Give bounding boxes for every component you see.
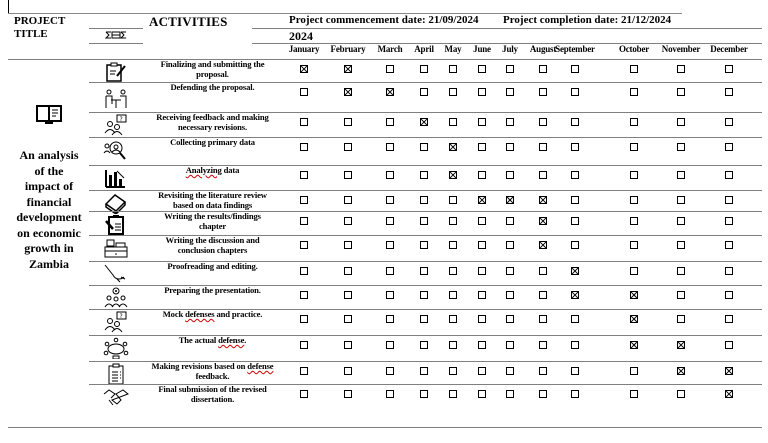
activity-row (0, 82, 768, 112)
project-title-line: development (16, 210, 82, 224)
people-question-icon (103, 114, 129, 136)
month-header-july: July (502, 44, 518, 54)
clipboard-edit-icon (103, 213, 129, 235)
activity-label-line2: conclusion chapters (177, 244, 248, 255)
svg-text:?: ? (119, 116, 123, 123)
checkbox-february[interactable] (344, 390, 352, 398)
checkbox-october[interactable] (630, 315, 638, 323)
checkbox-february[interactable] (344, 291, 352, 299)
month-header-january: January (288, 44, 320, 54)
checkbox-april[interactable] (420, 88, 428, 96)
checkbox-december[interactable] (725, 65, 733, 73)
checkbox-august[interactable] (539, 390, 547, 398)
checkbox-may[interactable] (449, 291, 457, 299)
checkbox-december[interactable] (725, 341, 733, 349)
checkbox-february[interactable] (344, 367, 352, 375)
activity-label (145, 166, 280, 176)
checkbox-august[interactable] (539, 291, 547, 299)
checkbox-april[interactable] (420, 367, 428, 375)
checkbox-april[interactable] (420, 143, 428, 151)
activity-row (0, 165, 768, 190)
checkbox-january[interactable] (300, 118, 308, 126)
checklist-icon (103, 363, 129, 385)
activity-label-line2: chapter (198, 220, 227, 231)
activity-label-line2: dissertation. (190, 393, 235, 404)
checkbox-august[interactable] (539, 217, 547, 225)
activity-row (0, 211, 768, 235)
checkbox-march[interactable] (386, 241, 394, 249)
activity-label-line1: Making revisions based on defense (151, 361, 274, 371)
checkbox-september[interactable] (571, 390, 579, 398)
checkbox-march[interactable] (386, 171, 394, 179)
project-title-line: Zambia (28, 256, 69, 271)
checkbox-september[interactable] (571, 118, 579, 126)
checkbox-july[interactable] (506, 118, 514, 126)
activity-label-line1: Analyzing data (185, 165, 240, 175)
checkbox-november[interactable] (677, 341, 685, 349)
checkbox-december[interactable] (725, 118, 733, 126)
month-header-september: September (555, 44, 595, 54)
activity-row (0, 285, 768, 309)
checkbox-june[interactable] (478, 291, 486, 299)
checkbox-september[interactable] (571, 267, 579, 275)
checkbox-july[interactable] (506, 390, 514, 398)
checkbox-april[interactable] (420, 267, 428, 275)
checkbox-august[interactable] (539, 118, 547, 126)
checkbox-october[interactable] (630, 217, 638, 225)
checkbox-december[interactable] (725, 143, 733, 151)
checkbox-september[interactable] (571, 143, 579, 151)
checkbox-april[interactable] (420, 171, 428, 179)
commencement-date: Project commencement date: 21/09/2024 (289, 14, 479, 26)
activities-heading: ACTIVITIES (149, 14, 228, 29)
checkbox-november[interactable] (677, 118, 685, 126)
checkbox-august[interactable] (539, 367, 547, 375)
checkbox-june[interactable] (478, 341, 486, 349)
checkbox-september[interactable] (571, 241, 579, 249)
checkbox-august[interactable] (539, 315, 547, 323)
checkbox-august[interactable] (539, 65, 547, 73)
checkbox-july[interactable] (506, 291, 514, 299)
checkbox-march[interactable] (386, 143, 394, 151)
activity-label-line1: Receiving feedback and making (156, 112, 269, 122)
activity-label-line1: Writing the discussion and (165, 235, 260, 245)
svg-text:?: ? (119, 313, 123, 320)
activity-row (0, 190, 768, 211)
activity-label (145, 60, 280, 79)
clipboard-pen-icon (103, 61, 129, 83)
checkbox-july[interactable] (506, 217, 514, 225)
activity-label (145, 336, 280, 346)
checkbox-december[interactable] (725, 315, 733, 323)
activity-label-line2: necessary revisions. (178, 121, 247, 132)
activity-label (145, 83, 280, 93)
checkbox-september[interactable] (571, 367, 579, 375)
checkbox-october[interactable] (630, 267, 638, 275)
checkbox-december[interactable] (725, 367, 733, 375)
checkbox-april[interactable] (420, 118, 428, 126)
checkbox-february[interactable] (344, 196, 352, 204)
checkbox-may[interactable] (449, 143, 457, 151)
project-title-line: growth in (24, 241, 74, 255)
checkbox-november[interactable] (677, 171, 685, 179)
checkbox-july[interactable] (506, 88, 514, 96)
handshake-icon (103, 386, 129, 408)
header-rule (89, 43, 143, 44)
month-header-may: May (444, 44, 462, 54)
checkbox-december[interactable] (725, 291, 733, 299)
checkbox-may[interactable] (449, 65, 457, 73)
checkbox-october[interactable] (630, 118, 638, 126)
checkbox-september[interactable] (571, 315, 579, 323)
activity-label-line1: Collecting primary data (170, 137, 255, 147)
month-header-november: November (661, 44, 701, 54)
project-title-header (14, 15, 65, 41)
checkbox-june[interactable] (478, 315, 486, 323)
checkbox-january[interactable] (300, 217, 308, 225)
checkbox-december[interactable] (725, 196, 733, 204)
month-header-april: April (414, 44, 434, 54)
checkbox-november[interactable] (677, 241, 685, 249)
checkbox-january[interactable] (300, 241, 308, 249)
checkbox-november[interactable] (677, 390, 685, 398)
activity-label-line1: Preparing the presentation. (164, 285, 261, 295)
checkbox-november[interactable] (677, 65, 685, 73)
project-title-line: of the (34, 163, 64, 178)
checkbox-may[interactable] (449, 267, 457, 275)
activity-label-line1: Writing the results/findings (164, 211, 261, 221)
activity-label-line1: The actual defense. (178, 335, 247, 345)
checkbox-february[interactable] (344, 341, 352, 349)
table-bottom-rule (8, 427, 762, 428)
activity-label-line1: Mock defenses and practice. (162, 309, 263, 319)
checkbox-june[interactable] (478, 118, 486, 126)
checkbox-march[interactable] (386, 196, 394, 204)
checkbox-april[interactable] (420, 390, 428, 398)
checkbox-august[interactable] (539, 267, 547, 275)
checkbox-april[interactable] (420, 65, 428, 73)
checkbox-june[interactable] (478, 241, 486, 249)
month-header-february: February (330, 44, 366, 54)
activity-row (0, 59, 768, 82)
checkbox-october[interactable] (630, 65, 638, 73)
activity-label-line1: Finalizing and submitting the (160, 59, 265, 69)
checkbox-december[interactable] (725, 88, 733, 96)
checkbox-august[interactable] (539, 241, 547, 249)
checkbox-april[interactable] (420, 291, 428, 299)
checkbox-january[interactable] (300, 367, 308, 375)
checkbox-june[interactable] (478, 88, 486, 96)
checkbox-october[interactable] (630, 241, 638, 249)
checkbox-february[interactable] (344, 65, 352, 73)
activity-row (0, 309, 768, 335)
checkbox-december[interactable] (725, 267, 733, 275)
activity-label-line1: Revisiting the literature review (158, 190, 267, 200)
activity-label (145, 138, 280, 148)
checkbox-february[interactable] (344, 143, 352, 151)
checkbox-november[interactable] (677, 315, 685, 323)
month-header-october: October (618, 44, 650, 54)
checkbox-january[interactable] (300, 65, 308, 73)
project-title-line: An analysis (19, 148, 79, 162)
checkbox-july[interactable] (506, 367, 514, 375)
checkbox-september[interactable] (571, 291, 579, 299)
checkbox-may[interactable] (449, 217, 457, 225)
activity-label (145, 236, 280, 255)
activity-label-line2: proposal. (196, 68, 229, 79)
activity-row (0, 137, 768, 165)
checkbox-august[interactable] (539, 341, 547, 349)
project-title-line: financial (26, 194, 72, 209)
checkbox-november[interactable] (677, 267, 685, 275)
checkbox-july[interactable] (506, 65, 514, 73)
checkbox-april[interactable] (420, 341, 428, 349)
checkbox-january[interactable] (300, 341, 308, 349)
checkbox-may[interactable] (449, 367, 457, 375)
checkbox-august[interactable] (539, 196, 547, 204)
checkbox-march[interactable] (386, 118, 394, 126)
checkbox-march[interactable] (386, 315, 394, 323)
activity-row (0, 261, 768, 285)
activity-row (0, 235, 768, 261)
checkbox-february[interactable] (344, 171, 352, 179)
checkbox-march[interactable] (386, 291, 394, 299)
checkbox-july[interactable] (506, 171, 514, 179)
timeline-icon (105, 30, 127, 40)
checkbox-july[interactable] (506, 143, 514, 151)
checkbox-december[interactable] (725, 241, 733, 249)
checkbox-february[interactable] (344, 267, 352, 275)
checkbox-october[interactable] (630, 390, 638, 398)
activity-label-line1: Defending the proposal. (170, 82, 255, 92)
checkbox-june[interactable] (478, 217, 486, 225)
checkbox-june[interactable] (478, 390, 486, 398)
checkbox-march[interactable] (386, 217, 394, 225)
checkbox-june[interactable] (478, 143, 486, 151)
bar-chart-icon (103, 167, 129, 189)
activity-label (145, 286, 280, 296)
checkbox-july[interactable] (506, 241, 514, 249)
desk-icon (103, 237, 129, 259)
checkbox-january[interactable] (300, 88, 308, 96)
checkbox-december[interactable] (725, 217, 733, 225)
checkbox-december[interactable] (725, 390, 733, 398)
checkbox-august[interactable] (539, 143, 547, 151)
checkbox-october[interactable] (630, 88, 638, 96)
activity-label (145, 191, 280, 210)
checkbox-april[interactable] (420, 196, 428, 204)
activity-label (145, 362, 280, 381)
checkbox-march[interactable] (386, 341, 394, 349)
checkbox-september[interactable] (571, 196, 579, 204)
activity-row (0, 361, 768, 384)
checkbox-january[interactable] (300, 171, 308, 179)
checkbox-january[interactable] (300, 196, 308, 204)
checkbox-september[interactable] (571, 217, 579, 225)
checkbox-october[interactable] (630, 196, 638, 204)
checkbox-april[interactable] (420, 241, 428, 249)
checkbox-october[interactable] (630, 143, 638, 151)
activity-label (145, 212, 280, 231)
checkbox-january[interactable] (300, 291, 308, 299)
checkbox-may[interactable] (449, 341, 457, 349)
checkbox-september[interactable] (571, 341, 579, 349)
project-title-line: impact of (24, 179, 74, 193)
activity-label-line1: Final submission of the revised (158, 384, 267, 394)
checkbox-march[interactable] (386, 367, 394, 375)
checkbox-december[interactable] (725, 171, 733, 179)
checkbox-may[interactable] (449, 88, 457, 96)
checkbox-august[interactable] (539, 88, 547, 96)
checkbox-july[interactable] (506, 267, 514, 275)
checkbox-november[interactable] (677, 291, 685, 299)
month-header-december: December (710, 44, 748, 54)
month-header-june: June (473, 44, 491, 54)
checkbox-january[interactable] (300, 267, 308, 275)
people-question-icon (103, 311, 129, 333)
checkbox-september[interactable] (571, 88, 579, 96)
checkbox-november[interactable] (677, 196, 685, 204)
activity-label (145, 113, 280, 132)
checkbox-september[interactable] (571, 65, 579, 73)
checkbox-may[interactable] (449, 118, 457, 126)
checkbox-november[interactable] (677, 367, 685, 375)
year-label: 2024 (289, 29, 313, 43)
people-search-icon (103, 139, 129, 161)
checkbox-september[interactable] (571, 171, 579, 179)
checkbox-february[interactable] (344, 88, 352, 96)
month-header-august: August (529, 44, 557, 54)
checkbox-may[interactable] (449, 315, 457, 323)
checkbox-january[interactable] (300, 143, 308, 151)
project-title-label-line2: TITLE (14, 28, 48, 40)
checkbox-october[interactable] (630, 367, 638, 375)
activity-row (0, 384, 768, 427)
presentation-idea-icon (103, 287, 129, 309)
header-rule (89, 28, 143, 29)
checkbox-june[interactable] (478, 267, 486, 275)
checkbox-june[interactable] (478, 171, 486, 179)
checkbox-october[interactable] (630, 291, 638, 299)
month-header-march: March (377, 44, 403, 54)
project-title-label-line1: PROJECT (14, 15, 66, 27)
activity-label (145, 262, 280, 272)
activity-label (145, 385, 280, 404)
checkbox-february[interactable] (344, 315, 352, 323)
checkbox-march[interactable] (386, 65, 394, 73)
checkbox-november[interactable] (677, 143, 685, 151)
meeting-table-icon (103, 88, 129, 110)
checkbox-august[interactable] (539, 171, 547, 179)
checkbox-february[interactable] (344, 118, 352, 126)
checkbox-november[interactable] (677, 217, 685, 225)
activity-label-line1: Proofreading and editing. (167, 261, 258, 271)
checkbox-may[interactable] (449, 390, 457, 398)
checkbox-february[interactable] (344, 217, 352, 225)
checkbox-march[interactable] (386, 88, 394, 96)
checkbox-march[interactable] (386, 267, 394, 275)
project-title-line: on economic (17, 225, 81, 240)
activity-row (0, 335, 768, 361)
checkbox-april[interactable] (420, 315, 428, 323)
checkbox-june[interactable] (478, 196, 486, 204)
checkbox-july[interactable] (506, 341, 514, 349)
checkbox-october[interactable] (630, 341, 638, 349)
checkbox-june[interactable] (478, 65, 486, 73)
checkbox-october[interactable] (630, 171, 638, 179)
checkbox-november[interactable] (677, 88, 685, 96)
checkbox-january[interactable] (300, 315, 308, 323)
hand-pen-icon (103, 263, 129, 285)
checkbox-may[interactable] (449, 241, 457, 249)
checkbox-july[interactable] (506, 315, 514, 323)
activity-label (145, 310, 280, 320)
checkbox-january[interactable] (300, 390, 308, 398)
checkbox-june[interactable] (478, 367, 486, 375)
checkbox-may[interactable] (449, 171, 457, 179)
activity-label-line2: based on data findings (172, 199, 253, 210)
checkbox-july[interactable] (506, 196, 514, 204)
checkbox-may[interactable] (449, 196, 457, 204)
completion-date: Project completion date: 21/12/2024 (503, 14, 672, 26)
header-rule (252, 28, 762, 29)
conference-table-icon (103, 337, 129, 359)
checkbox-april[interactable] (420, 217, 428, 225)
activity-label-line2: feedback. (195, 370, 230, 381)
activity-row (0, 112, 768, 137)
checkbox-february[interactable] (344, 241, 352, 249)
checkbox-march[interactable] (386, 390, 394, 398)
page-border (8, 0, 9, 14)
